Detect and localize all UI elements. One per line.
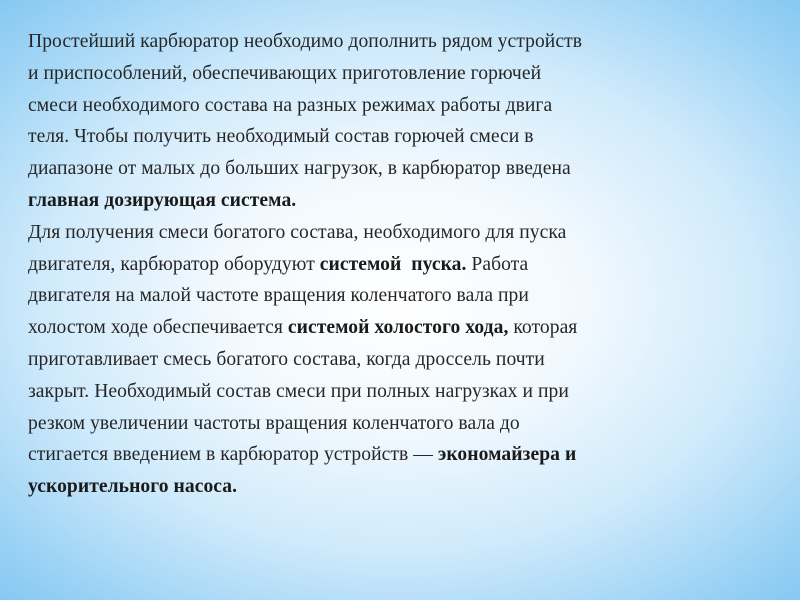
text-line: и приспособлений, обеспечивающих приготовление горючей bbox=[28, 62, 542, 84]
term-idle-system: системой холостого хода, bbox=[287, 317, 509, 339]
term-accelerator-pump: ускорительного насоса. bbox=[28, 476, 238, 498]
text-line: холостом ходе обеспечивается системой холостого хода, которая bbox=[28, 317, 578, 339]
text-line: теля. Чтобы получить необходимый состав горючей смеси в bbox=[28, 126, 534, 148]
text-line: стигается введением в карбюратор устройств — экономайзера и bbox=[28, 444, 577, 466]
term-start-system: системой пуска. bbox=[319, 253, 467, 275]
text-line: двигателя, карбюратор оборудуют системой пуска. Работа bbox=[28, 253, 529, 275]
term-economizer: экономайзера и bbox=[437, 444, 577, 466]
text-line bbox=[28, 471, 780, 503]
text-line: двигателя на малой частоте вращения коленчатого вала при bbox=[28, 285, 529, 307]
slide-text bbox=[28, 26, 780, 503]
paragraph-main-dosing-system bbox=[28, 26, 780, 217]
text-line bbox=[28, 185, 780, 217]
text-line: закрыт. Необходимый состав смеси при полных нагрузках и при bbox=[28, 380, 569, 402]
term-main-dosing-system: главная дозирующая система. bbox=[28, 189, 297, 211]
text-line: приготавливает смесь богатого состава, когда дроссель почти bbox=[28, 348, 545, 370]
paragraph-auxiliary-systems bbox=[28, 217, 780, 503]
text-line: резком увеличении частоты вращения коленчатого вала до bbox=[28, 412, 520, 434]
text-line: Для получения смеси богатого состава, необходимого для пуска bbox=[28, 221, 567, 243]
text-line: диапазоне от малых до больших нагрузок, в карбюратор введена bbox=[28, 158, 571, 180]
text-line: Простейший карбюратор необходимо дополнить рядом устройств bbox=[28, 31, 582, 52]
text-line: смеси необходимого состава на разных режимах работы двига bbox=[28, 94, 553, 116]
